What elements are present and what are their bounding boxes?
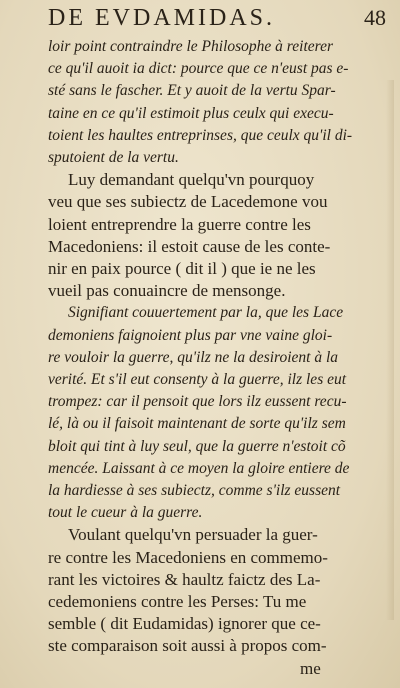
text-line: toient les haultes entreprinses, que ceulx qu'il di-: [48, 126, 353, 144]
running-head: [48, 4, 388, 32]
text-line: verité. Et s'il eut consenty à la guerre, ilz les eut: [48, 371, 347, 388]
text-line: Macedoniens: il estoit cause de les conte-: [48, 236, 331, 256]
text-line: rant les victoires & haultz faictz des La-: [48, 569, 321, 589]
text-line: sté sans le fascher. Et y auoit de la vertu Spar-: [48, 82, 336, 100]
text-line: Signifiant couuertement par la, que les Lace: [68, 304, 344, 322]
text-line: vueil pas conuaincre de mensonge.: [48, 281, 286, 301]
page-number: 48: [364, 5, 386, 30]
text-line: ste comparaison soit aussi à propos com-: [48, 636, 327, 656]
text-line: semble ( dit Eudamidas) ignorer que ce-: [48, 614, 321, 634]
text-line: veu que ses subiectz de Lacedemone vou: [48, 192, 328, 212]
text-line: la hardiesse à ses subiectz, comme s'ilz eussent: [48, 482, 341, 499]
text-line: taine en ce qu'il estimoit plus ceulx qui execu-: [48, 104, 334, 122]
text-line: cedemoniens contre les Perses: Tu me: [48, 592, 307, 611]
text-line: nir en paix pource ( dit il ) que ie ne les: [48, 259, 316, 278]
page-edge-shadow: [386, 80, 394, 620]
text-line: demoniens faignoient plus par vne vaine gloi-: [48, 326, 333, 344]
catchword: me: [300, 658, 321, 678]
text-line: bloit qui tint à luy seul, que la guerre n'estoit cõ: [48, 437, 346, 455]
text-line: Voulant quelqu'vn persuader la guer-: [68, 525, 318, 545]
text-line: loient entreprendre la guerre contre les: [48, 214, 311, 234]
text-line: re vouloir la guerre, qu'ilz ne la desiroient à la: [48, 348, 339, 366]
text-line: Luy demandant quelqu'vn pourquoy: [68, 170, 315, 190]
text-line: re contre les Macedoniens en commemo-: [48, 547, 328, 567]
text-line: mencée. Laissant à ce moyen la gloire entiere de: [48, 459, 350, 477]
text-line: lé, là ou il faisoit maintenant de sorte qu'ilz sem: [48, 415, 346, 433]
running-title: DE EVDAMIDAS.: [48, 5, 275, 31]
text-line: trompez: car il pensoit que lors ilz eussent recu-: [48, 393, 347, 411]
text-line: loir point contraindre le Philosophe à reiterer: [48, 38, 333, 55]
text-line: ce qu'il auoit ia dict: pource que ce n'eust pas e-: [48, 60, 349, 78]
text-line: sputoient de la vertu.: [48, 149, 179, 166]
text-line: tout le cueur à la guerre.: [48, 504, 203, 522]
